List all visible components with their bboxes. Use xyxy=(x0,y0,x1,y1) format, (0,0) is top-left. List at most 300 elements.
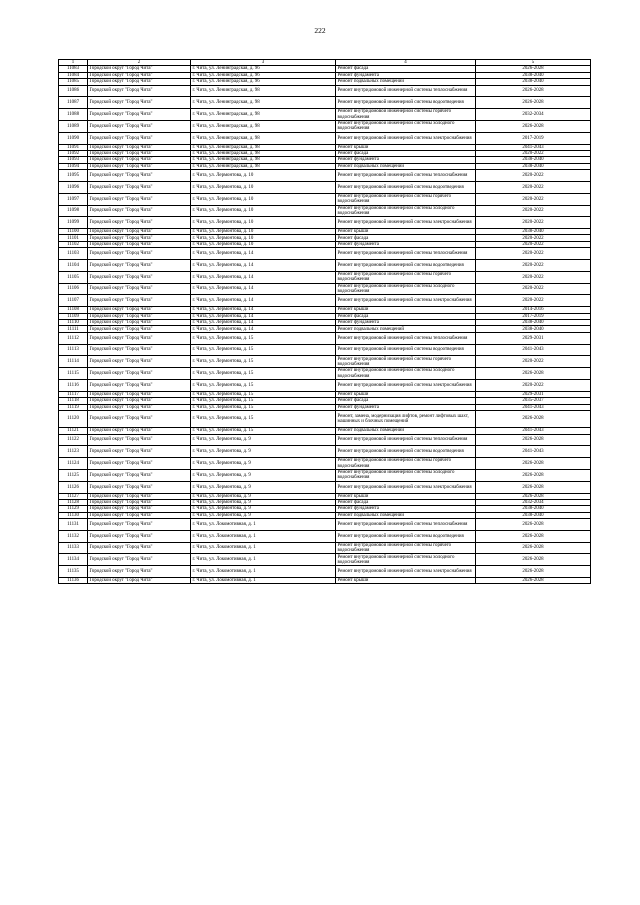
municipality-cell: Городской округ "Город Чита" xyxy=(88,150,191,156)
municipality-cell: Городской округ "Город Чита" xyxy=(88,512,191,518)
work-type-cell: Ремонт подвальных помещений xyxy=(336,428,476,434)
table-row xyxy=(59,193,591,205)
municipality-cell: Городской округ "Город Чита" xyxy=(88,181,191,193)
period-cell: 2029-2031 xyxy=(476,332,591,344)
period-cell: 2026-2028 xyxy=(476,519,591,531)
address-cell: г. Чита, ул. Лермонтова, д. 9 xyxy=(191,512,336,518)
period-cell: 2032-2034 xyxy=(476,109,591,121)
municipality-cell: Городской округ "Город Чита" xyxy=(88,144,191,150)
row-number: 11084 xyxy=(59,72,88,78)
address-cell: г. Чита, ул. Лермонтова, д. 14 xyxy=(191,271,336,283)
municipality-cell: Городской округ "Город Чита" xyxy=(88,235,191,241)
row-number: 11122 xyxy=(59,434,88,446)
period-cell: 2020-2022 xyxy=(476,181,591,193)
table-row xyxy=(59,434,591,446)
row-number: 11096 xyxy=(59,181,88,193)
row-number: 11094 xyxy=(59,163,88,169)
row-number: 11120 xyxy=(59,410,88,427)
municipality-cell: Городской округ "Город Чита" xyxy=(88,380,191,392)
work-type-cell: Ремонт внутридомовой инженерной системы холодного водоснабжения xyxy=(336,469,476,481)
municipality-cell: Городской округ "Город Чита" xyxy=(88,193,191,205)
row-number: 11130 xyxy=(59,512,88,518)
municipality-cell: Городской округ "Город Чита" xyxy=(88,519,191,531)
municipality-cell: Городской округ "Город Чита" xyxy=(88,229,191,235)
address-cell: г. Чита, ул. Ленинградская, д. 98 xyxy=(191,144,336,150)
municipality-cell: Городской округ "Город Чита" xyxy=(88,404,191,410)
municipality-cell: Городской округ "Город Чита" xyxy=(88,313,191,319)
municipality-cell: Городской округ "Город Чита" xyxy=(88,320,191,326)
table-row xyxy=(59,120,591,132)
period-cell: 2038-2040 xyxy=(476,506,591,512)
address-cell: г. Чита, ул. Локомотивная, д. 1 xyxy=(191,566,336,578)
address-cell: г. Чита, ул. Лермонтова, д. 10 xyxy=(191,193,336,205)
period-cell: 2020-2022 xyxy=(476,241,591,247)
table-row xyxy=(59,368,591,380)
row-number: 11106 xyxy=(59,283,88,295)
municipality-cell: Городской округ "Город Чита" xyxy=(88,458,191,470)
row-number: 11103 xyxy=(59,248,88,260)
address-cell: г. Чита, ул. Локомотивная, д. 1 xyxy=(191,530,336,542)
municipality-cell: Городской округ "Город Чита" xyxy=(88,79,191,85)
column-number: 1 xyxy=(59,60,88,66)
work-type-cell: Ремонт подвальных помещений xyxy=(336,326,476,332)
work-type-cell: Ремонт фундамента xyxy=(336,157,476,163)
work-type-cell: Ремонт внутридомовой инженерной системы водоотведения xyxy=(336,181,476,193)
address-cell: г. Чита, ул. Ленинградская, д. 98 xyxy=(191,132,336,144)
row-number: 11092 xyxy=(59,150,88,156)
period-cell: 2041-2043 xyxy=(476,446,591,458)
municipality-cell: Городской округ "Город Чита" xyxy=(88,344,191,356)
table-row xyxy=(59,248,591,260)
address-cell: г. Чита, ул. Лермонтова, д. 15 xyxy=(191,344,336,356)
work-type-cell: Ремонт фундамента xyxy=(336,320,476,326)
address-cell: г. Чита, ул. Лермонтова, д. 14 xyxy=(191,326,336,332)
municipality-cell: Городской округ "Город Чита" xyxy=(88,481,191,493)
table-row xyxy=(59,578,591,584)
row-number: 11123 xyxy=(59,446,88,458)
address-cell: г. Чита, ул. Лермонтова, д. 15 xyxy=(191,356,336,368)
period-cell: 2038-2040 xyxy=(476,512,591,518)
work-type-cell: Ремонт фасада xyxy=(336,66,476,72)
period-cell: 2026-2028 xyxy=(476,542,591,554)
row-number: 11085 xyxy=(59,79,88,85)
row-number: 11112 xyxy=(59,332,88,344)
row-number: 11104 xyxy=(59,260,88,272)
work-type-cell: Ремонт внутридомовой инженерной системы электроснабжения xyxy=(336,481,476,493)
address-cell: г. Чита, ул. Лермонтова, д. 14 xyxy=(191,307,336,313)
table-row xyxy=(59,469,591,481)
address-cell: г. Чита, ул. Лермонтова, д. 14 xyxy=(191,320,336,326)
municipality-cell: Городской округ "Город Чита" xyxy=(88,170,191,182)
period-cell: 2026-2028 xyxy=(476,97,591,109)
table-row xyxy=(59,217,591,229)
address-cell: г. Чита, ул. Ленинградская, д. 98 xyxy=(191,157,336,163)
row-number: 11083 xyxy=(59,66,88,72)
address-cell: г. Чита, ул. Локомотивная, д. 1 xyxy=(191,578,336,584)
address-cell: г. Чита, ул. Ленинградская, д. 98 xyxy=(191,85,336,97)
table-row xyxy=(59,410,591,427)
column-number: 2 xyxy=(88,60,191,66)
repair-schedule-table xyxy=(58,59,591,584)
row-number: 11097 xyxy=(59,193,88,205)
address-cell: г. Чита, ул. Лермонтова, д. 9 xyxy=(191,458,336,470)
work-type-cell: Ремонт внутридомовой инженерной системы горячего водоснабжения xyxy=(336,542,476,554)
work-type-cell: Ремонт фундамента xyxy=(336,404,476,410)
row-number: 11087 xyxy=(59,97,88,109)
municipality-cell: Городской округ "Город Чита" xyxy=(88,85,191,97)
work-type-cell: Ремонт внутридомовой инженерной системы холодного водоснабжения xyxy=(336,283,476,295)
municipality-cell: Городской округ "Город Чита" xyxy=(88,66,191,72)
period-cell: 2026-2028 xyxy=(476,493,591,499)
row-number: 11105 xyxy=(59,271,88,283)
row-number: 11118 xyxy=(59,398,88,404)
table-row xyxy=(59,271,591,283)
work-type-cell: Ремонт внутридомовой инженерной системы водоотведения xyxy=(336,530,476,542)
period-cell: 2020-2022 xyxy=(476,380,591,392)
row-number: 11128 xyxy=(59,499,88,505)
table-row xyxy=(59,205,591,217)
work-type-cell: Ремонт внутридомовой инженерной системы горячего водоснабжения xyxy=(336,356,476,368)
work-type-cell: Ремонт внутридомовой инженерной системы теплоснабжения xyxy=(336,434,476,446)
column-number: 4 xyxy=(336,60,476,66)
row-number: 11126 xyxy=(59,481,88,493)
row-number: 11131 xyxy=(59,519,88,531)
address-cell: г. Чита, ул. Локомотивная, д. 1 xyxy=(191,542,336,554)
address-cell: г. Чита, ул. Лермонтова, д. 10 xyxy=(191,181,336,193)
row-number: 11135 xyxy=(59,566,88,578)
period-cell: 2038-2040 xyxy=(476,320,591,326)
municipality-cell: Городской округ "Город Чита" xyxy=(88,506,191,512)
table-row xyxy=(59,446,591,458)
row-number: 11107 xyxy=(59,295,88,307)
municipality-cell: Городской округ "Город Чита" xyxy=(88,241,191,247)
work-type-cell: Ремонт крыши xyxy=(336,307,476,313)
address-cell: г. Чита, ул. Лермонтова, д. 14 xyxy=(191,283,336,295)
row-number: 11127 xyxy=(59,493,88,499)
address-cell: г. Чита, ул. Ленинградская, д. 96 xyxy=(191,72,336,78)
municipality-cell: Городской округ "Город Чита" xyxy=(88,428,191,434)
municipality-cell: Городской округ "Город Чита" xyxy=(88,217,191,229)
period-cell: 2026-2028 xyxy=(476,481,591,493)
municipality-cell: Городской округ "Город Чита" xyxy=(88,499,191,505)
row-number: 11109 xyxy=(59,313,88,319)
address-cell: г. Чита, ул. Лермонтова, д. 15 xyxy=(191,380,336,392)
period-cell: 2038-2040 xyxy=(476,229,591,235)
municipality-cell: Городской округ "Город Чита" xyxy=(88,157,191,163)
address-cell: г. Чита, ул. Ленинградская, д. 96 xyxy=(191,66,336,72)
work-type-cell: Ремонт внутридомовой инженерной системы холодного водоснабжения xyxy=(336,368,476,380)
work-type-cell: Ремонт фундамента xyxy=(336,506,476,512)
table-row xyxy=(59,283,591,295)
row-number: 11098 xyxy=(59,205,88,217)
table-row xyxy=(59,344,591,356)
period-cell: 2020-2022 xyxy=(476,260,591,272)
municipality-cell: Городской округ "Город Чита" xyxy=(88,97,191,109)
table-row xyxy=(59,481,591,493)
row-number: 11110 xyxy=(59,320,88,326)
table-row xyxy=(59,97,591,109)
table-row xyxy=(59,85,591,97)
municipality-cell: Городской округ "Город Чита" xyxy=(88,398,191,404)
municipality-cell: Городской округ "Город Чита" xyxy=(88,326,191,332)
address-cell: г. Чита, ул. Лермонтова, д. 9 xyxy=(191,481,336,493)
table-row xyxy=(59,181,591,193)
municipality-cell: Городской округ "Город Чита" xyxy=(88,283,191,295)
address-cell: г. Чита, ул. Локомотивная, д. 1 xyxy=(191,554,336,566)
row-number: 11117 xyxy=(59,391,88,397)
work-type-cell: Ремонт внутридомовой инженерной системы водоотведения xyxy=(336,446,476,458)
table-row xyxy=(59,566,591,578)
table-row xyxy=(59,332,591,344)
table-row xyxy=(59,458,591,470)
period-cell: 2020-2022 xyxy=(476,283,591,295)
municipality-cell: Городской округ "Город Чита" xyxy=(88,72,191,78)
table-row xyxy=(59,109,591,121)
period-cell: 2020-2022 xyxy=(476,205,591,217)
row-number: 11091 xyxy=(59,144,88,150)
municipality-cell: Городской округ "Город Чита" xyxy=(88,391,191,397)
row-number: 11108 xyxy=(59,307,88,313)
row-number: 11119 xyxy=(59,404,88,410)
work-type-cell: Ремонт внутридомовой инженерной системы холодного водоснабжения xyxy=(336,120,476,132)
work-type-cell: Ремонт фасада xyxy=(336,313,476,319)
period-cell: 2020-2022 xyxy=(476,193,591,205)
address-cell: г. Чита, ул. Лермонтова, д. 9 xyxy=(191,506,336,512)
period-cell: 2038-2040 xyxy=(476,163,591,169)
period-cell: 2020-2022 xyxy=(476,248,591,260)
work-type-cell: Ремонт внутридомовой инженерной системы холодного водоснабжения xyxy=(336,554,476,566)
address-cell: г. Чита, ул. Лермонтова, д. 9 xyxy=(191,469,336,481)
municipality-cell: Городской округ "Город Чита" xyxy=(88,295,191,307)
row-number: 11086 xyxy=(59,85,88,97)
municipality-cell: Городской округ "Город Чита" xyxy=(88,109,191,121)
period-cell: 2026-2028 xyxy=(476,368,591,380)
period-cell: 2026-2028 xyxy=(476,578,591,584)
work-type-cell: Ремонт внутридомовой инженерной системы теплоснабжения xyxy=(336,519,476,531)
address-cell: г. Чита, ул. Ленинградская, д. 98 xyxy=(191,109,336,121)
municipality-cell: Городской округ "Город Чита" xyxy=(88,132,191,144)
work-type-cell: Ремонт внутридомовой инженерной системы водоотведения xyxy=(336,260,476,272)
period-cell: 2041-2043 xyxy=(476,428,591,434)
address-cell: г. Чита, ул. Лермонтова, д. 9 xyxy=(191,434,336,446)
period-cell: 2041-2043 xyxy=(476,404,591,410)
municipality-cell: Городской округ "Город Чита" xyxy=(88,493,191,499)
row-number: 11093 xyxy=(59,157,88,163)
municipality-cell: Городской округ "Город Чита" xyxy=(88,530,191,542)
row-number: 11111 xyxy=(59,326,88,332)
municipality-cell: Городской округ "Город Чита" xyxy=(88,446,191,458)
municipality-cell: Городской округ "Город Чита" xyxy=(88,120,191,132)
row-number: 11090 xyxy=(59,132,88,144)
address-cell: г. Чита, ул. Ленинградская, д. 98 xyxy=(191,163,336,169)
address-cell: г. Чита, ул. Лермонтова, д. 14 xyxy=(191,313,336,319)
address-cell: г. Чита, ул. Лермонтова, д. 10 xyxy=(191,170,336,182)
work-type-cell: Ремонт внутридомовой инженерной системы теплоснабжения xyxy=(336,170,476,182)
address-cell: г. Чита, ул. Лермонтова, д. 9 xyxy=(191,493,336,499)
row-number: 11136 xyxy=(59,578,88,584)
municipality-cell: Городской округ "Город Чита" xyxy=(88,578,191,584)
period-cell: 2026-2028 xyxy=(476,120,591,132)
column-number: 3 xyxy=(191,60,336,66)
address-cell: г. Чита, ул. Лермонтова, д. 15 xyxy=(191,398,336,404)
address-cell: г. Чита, ул. Лермонтова, д. 15 xyxy=(191,368,336,380)
work-type-cell: Ремонт крыши xyxy=(336,229,476,235)
table-row xyxy=(59,554,591,566)
work-type-cell: Ремонт внутридомовой инженерной системы горячего водоснабжения xyxy=(336,458,476,470)
period-cell: 2020-2022 xyxy=(476,235,591,241)
period-cell: 2038-2040 xyxy=(476,79,591,85)
address-cell: г. Чита, ул. Лермонтова, д. 15 xyxy=(191,410,336,427)
period-cell: 2026-2028 xyxy=(476,469,591,481)
municipality-cell: Городской округ "Город Чита" xyxy=(88,163,191,169)
work-type-cell: Ремонт подвальных помещений xyxy=(336,79,476,85)
table-row xyxy=(59,170,591,182)
work-type-cell: Ремонт внутридомовой инженерной системы водоотведения xyxy=(336,344,476,356)
work-type-cell: Ремонт внутридомовой инженерной системы электроснабжения xyxy=(336,380,476,392)
row-number: 11089 xyxy=(59,120,88,132)
row-number: 11099 xyxy=(59,217,88,229)
municipality-cell: Городской округ "Город Чита" xyxy=(88,356,191,368)
work-type-cell: Ремонт внутридомовой инженерной системы теплоснабжения xyxy=(336,248,476,260)
work-type-cell: Ремонт внутридомовой инженерной системы водоотведения xyxy=(336,97,476,109)
row-number: 11134 xyxy=(59,554,88,566)
address-cell: г. Чита, ул. Лермонтова, д. 9 xyxy=(191,499,336,505)
period-cell: 2020-2022 xyxy=(476,271,591,283)
row-number: 11102 xyxy=(59,241,88,247)
municipality-cell: Городской округ "Город Чита" xyxy=(88,434,191,446)
address-cell: г. Чита, ул. Лермонтова, д. 10 xyxy=(191,229,336,235)
municipality-cell: Городской округ "Город Чита" xyxy=(88,368,191,380)
period-cell: 2026-2028 xyxy=(476,458,591,470)
table-row xyxy=(59,542,591,554)
row-number: 11124 xyxy=(59,458,88,470)
row-number: 11100 xyxy=(59,229,88,235)
address-cell: г. Чита, ул. Ленинградская, д. 98 xyxy=(191,97,336,109)
table-row xyxy=(59,295,591,307)
address-cell: г. Чита, ул. Лермонтова, д. 10 xyxy=(191,241,336,247)
work-type-cell: Ремонт внутридомовой инженерной системы горячего водоснабжения xyxy=(336,193,476,205)
address-cell: г. Чита, ул. Ленинградская, д. 96 xyxy=(191,79,336,85)
address-cell: г. Чита, ул. Лермонтова, д. 15 xyxy=(191,404,336,410)
municipality-cell: Городской округ "Город Чита" xyxy=(88,566,191,578)
page-number: 222 xyxy=(314,26,326,35)
work-type-cell: Ремонт, замена, модернизация лифтов, ремонт лифтовых шахт, машинных и блочных помещений xyxy=(336,410,476,427)
table-row xyxy=(59,132,591,144)
address-cell: г. Чита, ул. Лермонтова, д. 14 xyxy=(191,260,336,272)
address-cell: г. Чита, ул. Лермонтова, д. 9 xyxy=(191,446,336,458)
work-type-cell: Ремонт фасада xyxy=(336,398,476,404)
municipality-cell: Городской округ "Город Чита" xyxy=(88,332,191,344)
municipality-cell: Городской округ "Город Чита" xyxy=(88,410,191,427)
work-type-cell: Ремонт крыши xyxy=(336,391,476,397)
table-body xyxy=(59,66,591,584)
period-cell: 2041-2043 xyxy=(476,344,591,356)
table-row xyxy=(59,356,591,368)
period-cell: 2026-2028 xyxy=(476,434,591,446)
period-cell: 2020-2022 xyxy=(476,150,591,156)
period-cell: 2038-2040 xyxy=(476,326,591,332)
column-number: 5 xyxy=(476,60,591,66)
address-cell: г. Чита, ул. Ленинградская, д. 98 xyxy=(191,150,336,156)
period-cell: 2026-2028 xyxy=(476,566,591,578)
work-type-cell: Ремонт крыши xyxy=(336,493,476,499)
period-cell: 2014-2016 xyxy=(476,307,591,313)
table-row xyxy=(59,519,591,531)
municipality-cell: Городской округ "Город Чита" xyxy=(88,271,191,283)
period-cell: 2026-2028 xyxy=(476,530,591,542)
work-type-cell: Ремонт внутридомовой инженерной системы электроснабжения xyxy=(336,295,476,307)
period-cell: 2026-2028 xyxy=(476,410,591,427)
work-type-cell: Ремонт внутридомовой инженерной системы теплоснабжения xyxy=(336,332,476,344)
row-number: 11113 xyxy=(59,344,88,356)
row-number: 11125 xyxy=(59,469,88,481)
address-cell: г. Чита, ул. Лермонтова, д. 10 xyxy=(191,205,336,217)
row-number: 11121 xyxy=(59,428,88,434)
work-type-cell: Ремонт фундамента xyxy=(336,241,476,247)
period-cell: 2020-2022 xyxy=(476,170,591,182)
table-row xyxy=(59,530,591,542)
address-cell: г. Чита, ул. Лермонтова, д. 14 xyxy=(191,248,336,260)
work-type-cell: Ремонт внутридомовой инженерной системы холодного водоснабжения xyxy=(336,205,476,217)
municipality-cell: Городской округ "Город Чита" xyxy=(88,260,191,272)
municipality-cell: Городской округ "Город Чита" xyxy=(88,554,191,566)
period-cell: 2017-2019 xyxy=(476,313,591,319)
municipality-cell: Городской округ "Город Чита" xyxy=(88,307,191,313)
work-type-cell: Ремонт внутридомовой инженерной системы горячего водоснабжения xyxy=(336,109,476,121)
municipality-cell: Городской округ "Город Чита" xyxy=(88,469,191,481)
address-cell: г. Чита, ул. Лермонтова, д. 15 xyxy=(191,332,336,344)
work-type-cell: Ремонт внутридомовой инженерной системы теплоснабжения xyxy=(336,85,476,97)
row-number: 11129 xyxy=(59,506,88,512)
address-cell: г. Чита, ул. Лермонтова, д. 14 xyxy=(191,295,336,307)
period-cell: 2020-2022 xyxy=(476,217,591,229)
work-type-cell: Ремонт подвальных помещений xyxy=(336,512,476,518)
period-cell: 2029-2031 xyxy=(476,391,591,397)
work-type-cell: Ремонт фасада xyxy=(336,499,476,505)
row-number: 11132 xyxy=(59,530,88,542)
address-cell: г. Чита, ул. Локомотивная, д. 1 xyxy=(191,519,336,531)
work-type-cell: Ремонт фундамента xyxy=(336,72,476,78)
table-row xyxy=(59,380,591,392)
work-type-cell: Ремонт подвальных помещений xyxy=(336,163,476,169)
period-cell: 2038-2040 xyxy=(476,72,591,78)
period-cell: 2035-2037 xyxy=(476,398,591,404)
address-cell: г. Чита, ул. Лермонтова, д. 10 xyxy=(191,217,336,229)
row-number: 11114 xyxy=(59,356,88,368)
row-number: 11095 xyxy=(59,170,88,182)
work-type-cell: Ремонт внутридомовой инженерной системы электроснабжения xyxy=(336,217,476,229)
work-type-cell: Ремонт крыши xyxy=(336,578,476,584)
period-cell: 2032-2034 xyxy=(476,499,591,505)
work-type-cell: Ремонт внутридомовой инженерной системы горячего водоснабжения xyxy=(336,271,476,283)
address-cell: г. Чита, ул. Лермонтова, д. 15 xyxy=(191,391,336,397)
table-row xyxy=(59,260,591,272)
period-cell: 2026-2028 xyxy=(476,85,591,97)
row-number: 11115 xyxy=(59,368,88,380)
address-cell: г. Чита, ул. Лермонтова, д. 15 xyxy=(191,428,336,434)
period-cell: 2026-2028 xyxy=(476,554,591,566)
work-type-cell: Ремонт крыши xyxy=(336,144,476,150)
work-type-cell: Ремонт внутридомовой инженерной системы электроснабжения xyxy=(336,566,476,578)
municipality-cell: Городской округ "Город Чита" xyxy=(88,205,191,217)
period-cell: 2020-2022 xyxy=(476,356,591,368)
municipality-cell: Городской округ "Город Чита" xyxy=(88,248,191,260)
period-cell: 2017-2019 xyxy=(476,132,591,144)
work-type-cell: Ремонт фасада xyxy=(336,235,476,241)
address-cell: г. Чита, ул. Лермонтова, д. 10 xyxy=(191,235,336,241)
row-number: 11116 xyxy=(59,380,88,392)
period-cell: 2020-2022 xyxy=(476,295,591,307)
